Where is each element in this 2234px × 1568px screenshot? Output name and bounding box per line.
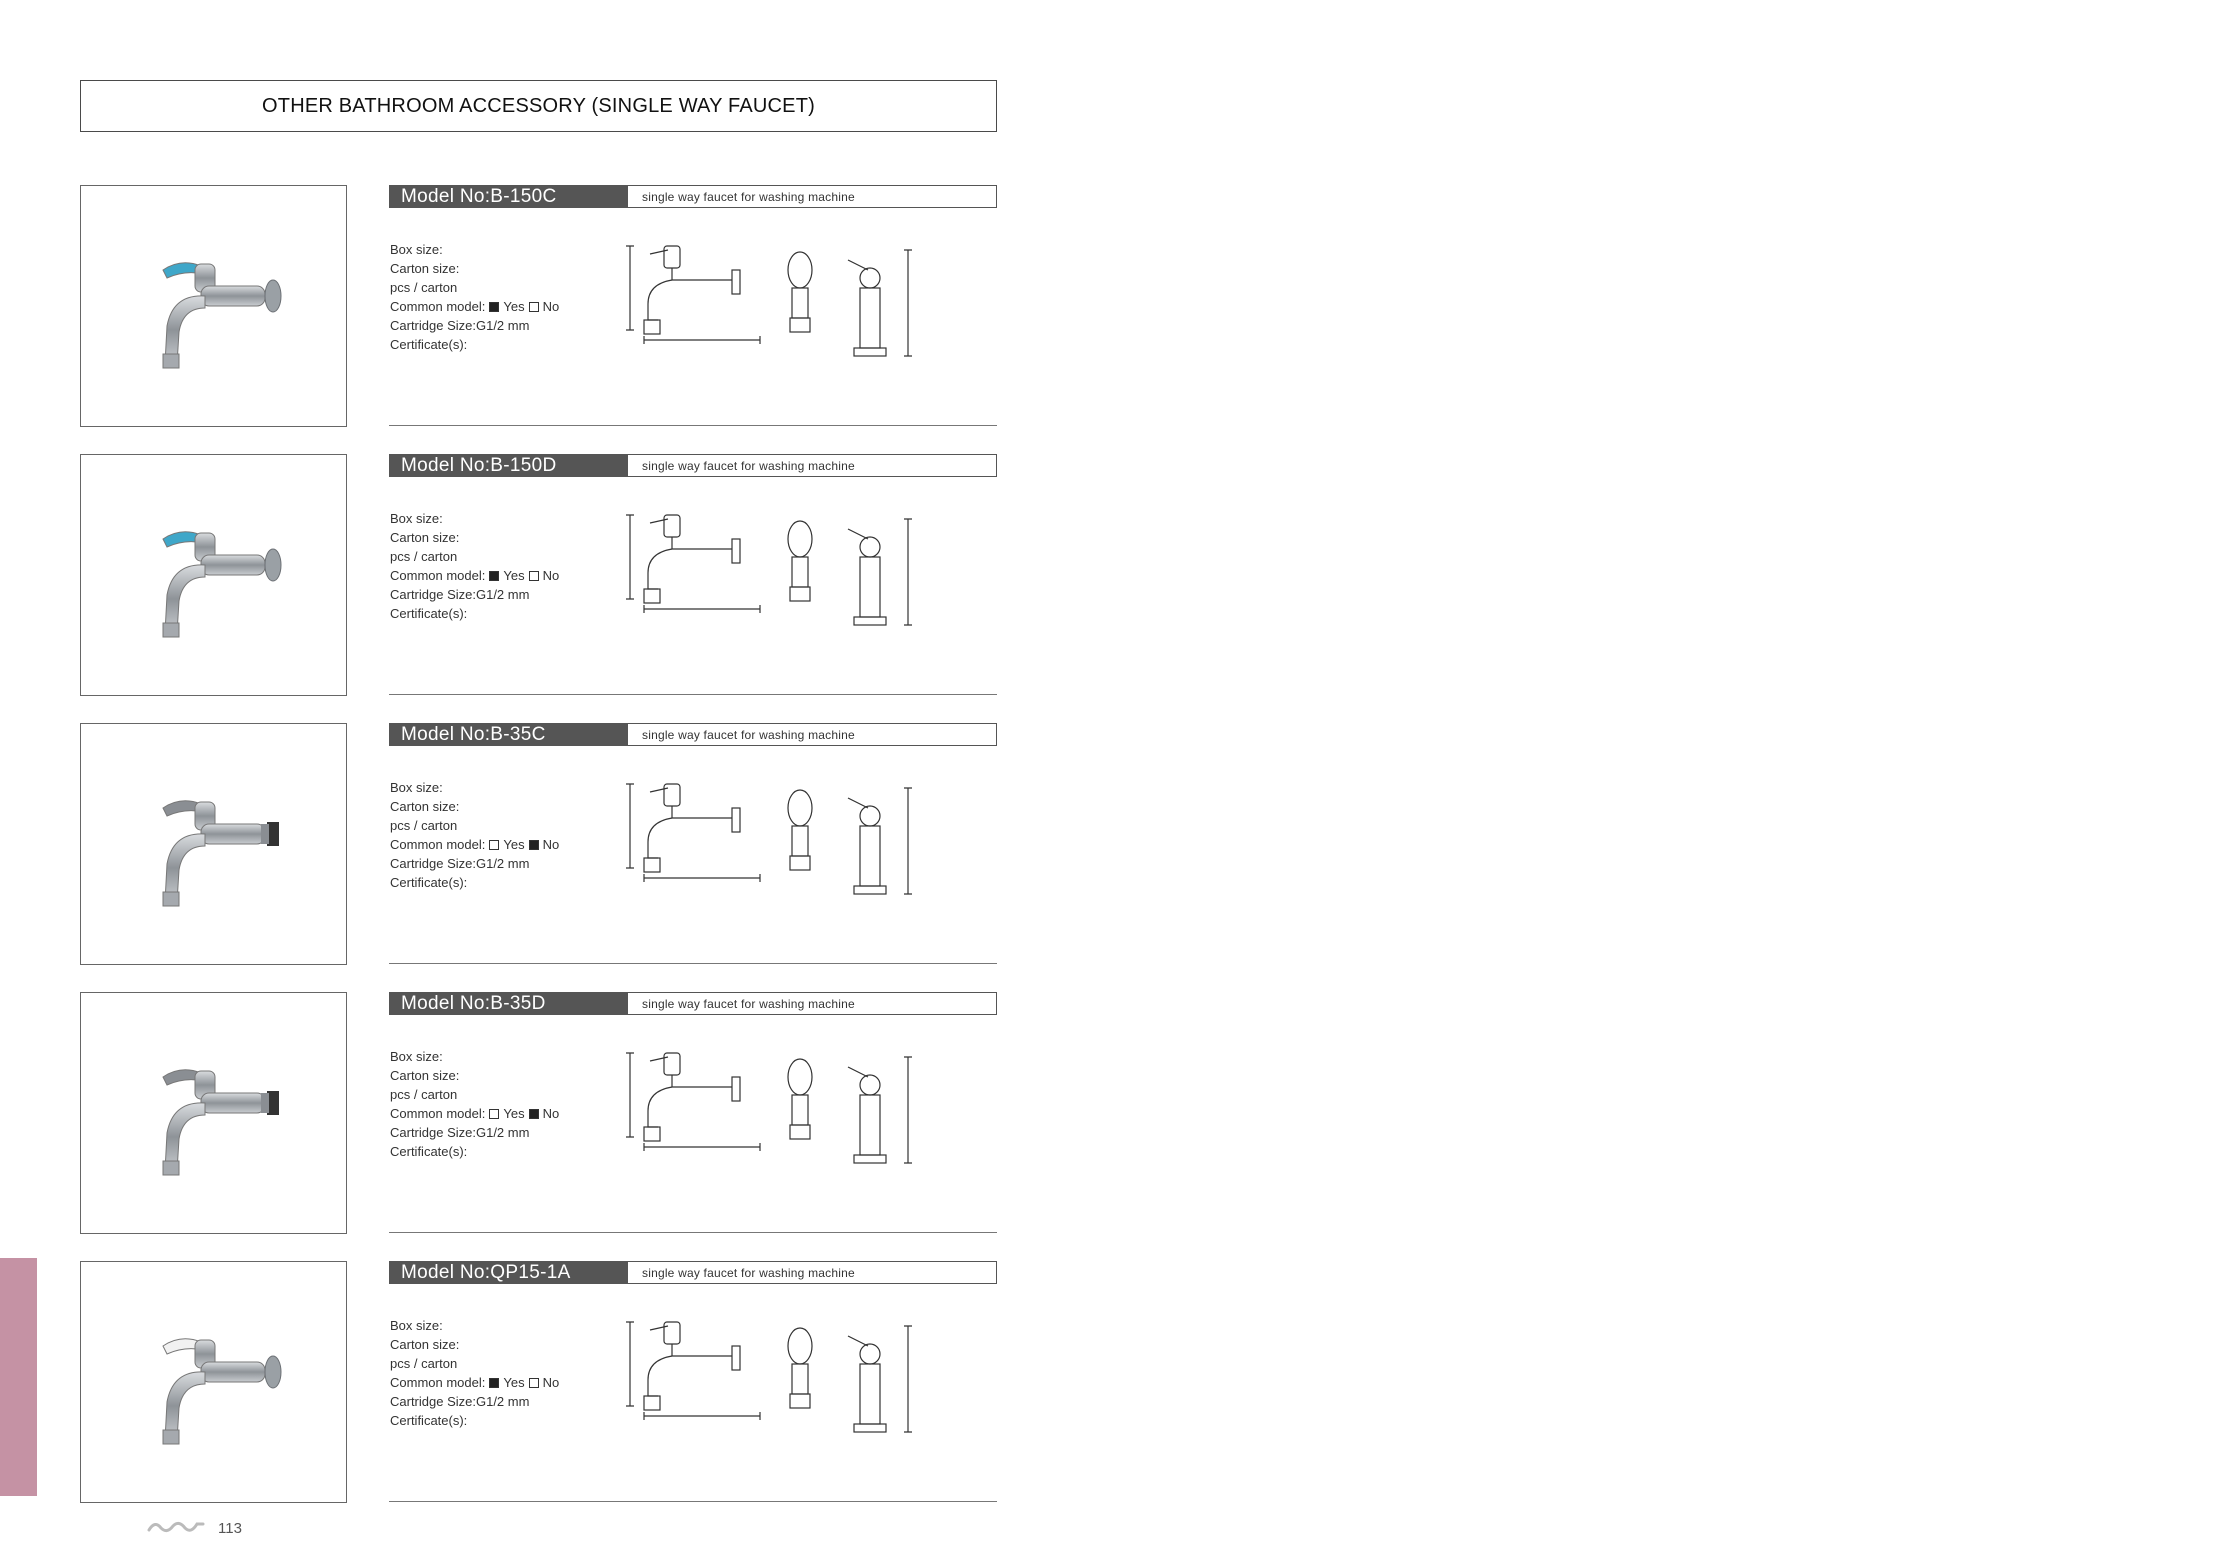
- spec-certificates: Certificate(s):: [390, 337, 468, 352]
- spec-common-model: [390, 835, 559, 854]
- yes-label: Yes: [503, 837, 525, 852]
- no-label: No: [542, 837, 560, 852]
- model-description: single way faucet for washing machine: [642, 458, 855, 473]
- yes-label: Yes: [503, 568, 525, 583]
- divider-line: [389, 425, 997, 426]
- brand-logo-icon: [147, 1518, 205, 1534]
- model-header: [389, 454, 997, 477]
- yes-checkbox: [489, 1109, 499, 1119]
- yes-label: Yes: [503, 1375, 525, 1390]
- no-checkbox: [529, 1109, 539, 1119]
- technical-drawing: [620, 509, 950, 664]
- spec-pcs-carton: pcs / carton: [390, 818, 458, 833]
- common-model-label: Common model:: [390, 299, 486, 314]
- divider-line: [389, 694, 997, 695]
- page-number: 113: [218, 1520, 242, 1537]
- spec-carton-size: Carton size:: [390, 799, 460, 814]
- divider-line: [389, 963, 997, 964]
- spec-carton-size: Carton size:: [390, 1068, 460, 1083]
- spec-list: [390, 240, 559, 354]
- spec-certificates: Certificate(s):: [390, 606, 468, 621]
- model-description: single way faucet for washing machine: [642, 189, 855, 204]
- no-label: No: [542, 299, 560, 314]
- product-photo: [80, 454, 347, 696]
- spec-box-size: Box size:: [390, 1318, 443, 1333]
- no-checkbox: [529, 1378, 539, 1388]
- no-label: No: [542, 568, 560, 583]
- no-checkbox: [529, 571, 539, 581]
- product-row: [0, 185, 1000, 427]
- no-checkbox: [529, 840, 539, 850]
- spec-certificates: Certificate(s):: [390, 875, 468, 890]
- model-number: Model No:B-150D: [390, 455, 628, 476]
- model-number: Model No:B-35D: [390, 993, 628, 1014]
- spec-cartridge-size: Cartridge Size:G1/2 mm: [390, 587, 530, 602]
- divider-line: [389, 1501, 997, 1502]
- yes-checkbox: [489, 1378, 499, 1388]
- no-label: No: [542, 1106, 560, 1121]
- product-row: [0, 454, 1000, 696]
- product-row: [0, 723, 1000, 965]
- spec-box-size: Box size:: [390, 1049, 443, 1064]
- spec-list: [390, 778, 559, 892]
- common-model-label: Common model:: [390, 1106, 486, 1121]
- model-header: [389, 723, 997, 746]
- divider-line: [389, 1232, 997, 1233]
- technical-drawing: [620, 1047, 950, 1202]
- yes-label: Yes: [503, 1106, 525, 1121]
- spec-list: [390, 1316, 559, 1430]
- spec-pcs-carton: pcs / carton: [390, 1087, 458, 1102]
- model-header: [389, 185, 997, 208]
- spec-pcs-carton: pcs / carton: [390, 280, 458, 295]
- yes-checkbox: [489, 840, 499, 850]
- product-row: [0, 1261, 1000, 1503]
- model-header: [389, 1261, 997, 1284]
- spec-common-model: [390, 1104, 559, 1123]
- spec-pcs-carton: pcs / carton: [390, 549, 458, 564]
- model-header: [389, 992, 997, 1015]
- product-photo: [80, 1261, 347, 1503]
- product-row: [0, 992, 1000, 1234]
- spec-carton-size: Carton size:: [390, 261, 460, 276]
- no-label: No: [542, 1375, 560, 1390]
- spec-list: [390, 509, 559, 623]
- spec-cartridge-size: Cartridge Size:G1/2 mm: [390, 318, 530, 333]
- spec-box-size: Box size:: [390, 511, 443, 526]
- model-description: single way faucet for washing machine: [642, 1265, 855, 1280]
- model-number: Model No:QP15-1A: [390, 1262, 628, 1283]
- spec-cartridge-size: Cartridge Size:G1/2 mm: [390, 856, 530, 871]
- yes-checkbox: [489, 302, 499, 312]
- spec-cartridge-size: Cartridge Size:G1/2 mm: [390, 1394, 530, 1409]
- spec-common-model: [390, 297, 559, 316]
- common-model-label: Common model:: [390, 837, 486, 852]
- model-description: single way faucet for washing machine: [642, 727, 855, 742]
- page-title-box: [80, 80, 997, 132]
- spec-certificates: Certificate(s):: [390, 1144, 468, 1159]
- product-photo: [80, 992, 347, 1234]
- technical-drawing: [620, 1316, 950, 1471]
- product-photo: [80, 723, 347, 965]
- spec-carton-size: Carton size:: [390, 530, 460, 545]
- spec-common-model: [390, 566, 559, 585]
- technical-drawing: [620, 240, 950, 395]
- model-number: Model No:B-150C: [390, 186, 628, 207]
- spec-box-size: Box size:: [390, 780, 443, 795]
- spec-list: [390, 1047, 559, 1161]
- dimension-drawing-icon: [620, 646, 950, 663]
- page-title: OTHER BATHROOM ACCESSORY (SINGLE WAY FAUCET): [262, 94, 815, 117]
- spec-cartridge-size: Cartridge Size:G1/2 mm: [390, 1125, 530, 1140]
- product-photo: [80, 185, 347, 427]
- dimension-drawing-icon: [620, 1184, 950, 1201]
- dimension-drawing-icon: [620, 377, 950, 394]
- spec-pcs-carton: pcs / carton: [390, 1356, 458, 1371]
- common-model-label: Common model:: [390, 568, 486, 583]
- dimension-drawing-icon: [620, 1453, 950, 1470]
- dimension-drawing-icon: [620, 915, 950, 932]
- no-checkbox: [529, 302, 539, 312]
- spec-carton-size: Carton size:: [390, 1337, 460, 1352]
- spec-common-model: [390, 1373, 559, 1392]
- yes-label: Yes: [503, 299, 525, 314]
- spec-box-size: Box size:: [390, 242, 443, 257]
- yes-checkbox: [489, 571, 499, 581]
- section-side-tab: [0, 1258, 37, 1496]
- model-number: Model No:B-35C: [390, 724, 628, 745]
- spec-certificates: Certificate(s):: [390, 1413, 468, 1428]
- common-model-label: Common model:: [390, 1375, 486, 1390]
- technical-drawing: [620, 778, 950, 933]
- model-description: single way faucet for washing machine: [642, 996, 855, 1011]
